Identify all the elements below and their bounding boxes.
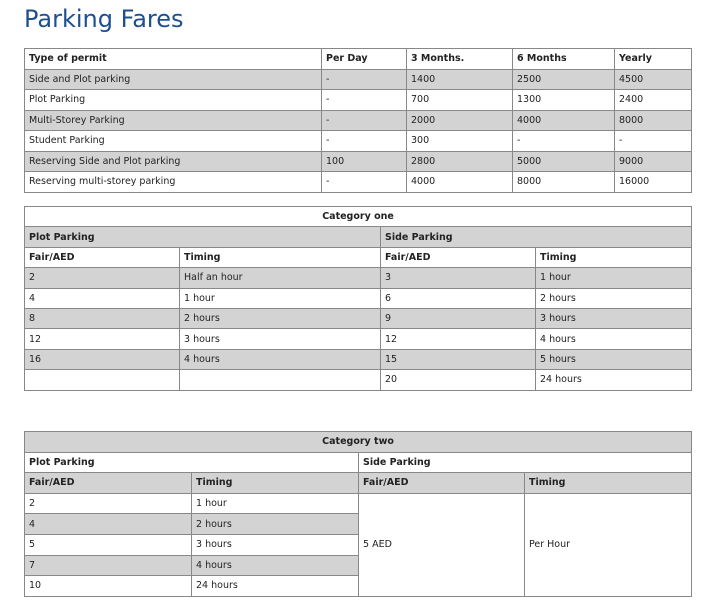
table-header-row <box>25 247 692 267</box>
table-row <box>25 110 692 131</box>
table-cell: 16 <box>25 349 180 369</box>
table-cell: 12 <box>381 329 536 349</box>
table-row <box>25 349 692 369</box>
table-cell: 4 <box>25 514 192 535</box>
table-cell: 1 hour <box>192 493 359 514</box>
table-cell: 4 hours <box>180 349 381 369</box>
table-cell: 8 <box>25 308 180 328</box>
table-row <box>25 131 692 152</box>
table-cell: 2800 <box>407 151 513 172</box>
plot-parking-label: Plot Parking <box>25 227 381 247</box>
column-header: Timing <box>525 473 692 494</box>
table-cell: 12 <box>25 329 180 349</box>
table-cell: 15 <box>381 349 536 369</box>
table-cell: 1 hour <box>180 288 381 308</box>
table-cell: 2 <box>25 268 180 288</box>
table-row <box>25 493 692 514</box>
table-cell: 3 <box>381 268 536 288</box>
table-cell: 300 <box>407 131 513 152</box>
table-caption-row <box>25 207 692 227</box>
table-cell: 2400 <box>615 90 692 111</box>
section-header-row <box>25 227 692 247</box>
table-cell: - <box>322 90 407 111</box>
table-cell: 1 hour <box>536 268 692 288</box>
table-cell: Side and Plot parking <box>25 69 322 90</box>
column-header: Fair/AED <box>359 473 525 494</box>
table-cell: 2 hours <box>192 514 359 535</box>
plot-parking-label: Plot Parking <box>25 452 359 473</box>
table-cell <box>180 370 381 390</box>
table-cell: 5 <box>25 534 192 555</box>
side-timing-cell: Per Hour <box>525 493 692 596</box>
table-cell: Multi-Storey Parking <box>25 110 322 131</box>
table-cell: 1300 <box>513 90 615 111</box>
table-cell: 3 hours <box>192 534 359 555</box>
side-parking-label: Side Parking <box>381 227 692 247</box>
table-cell: 7 <box>25 555 192 576</box>
table-cell: 2500 <box>513 69 615 90</box>
side-parking-label: Side Parking <box>359 452 692 473</box>
table-row <box>25 370 692 390</box>
table-cell: Half an hour <box>180 268 381 288</box>
section-header-row <box>25 452 692 473</box>
table-row <box>25 329 692 349</box>
column-header: Yearly <box>615 49 692 70</box>
table-cell: - <box>322 69 407 90</box>
table-cell: - <box>615 131 692 152</box>
column-header: Type of permit <box>25 49 322 70</box>
table-row <box>25 288 692 308</box>
table-cell: 2 <box>25 493 192 514</box>
table-cell: 10 <box>25 576 192 597</box>
table-cell: - <box>322 110 407 131</box>
table-cell: 700 <box>407 90 513 111</box>
table-cell: 4 hours <box>192 555 359 576</box>
table-row <box>25 69 692 90</box>
table-row <box>25 308 692 328</box>
page-title: Parking Fares <box>24 5 184 33</box>
table-cell: 24 hours <box>192 576 359 597</box>
table-cell: 9000 <box>615 151 692 172</box>
column-header: Timing <box>536 247 692 267</box>
table-cell: 24 hours <box>536 370 692 390</box>
table-cell: Reserving Side and Plot parking <box>25 151 322 172</box>
table-cell: 4 hours <box>536 329 692 349</box>
table-cell: 3 hours <box>536 308 692 328</box>
column-header: Timing <box>192 473 359 494</box>
table-cell: 2 hours <box>536 288 692 308</box>
table-cell: 4 <box>25 288 180 308</box>
table-cell: Reserving multi-storey parking <box>25 172 322 193</box>
table-header-row <box>25 473 692 494</box>
column-header: 3 Months. <box>407 49 513 70</box>
side-fare-cell: 5 AED <box>359 493 525 596</box>
table-cell: 6 <box>381 288 536 308</box>
table-cell: Plot Parking <box>25 90 322 111</box>
column-header: Fair/AED <box>381 247 536 267</box>
category-one-table <box>24 206 692 391</box>
table-row <box>25 172 692 193</box>
table-cell: 20 <box>381 370 536 390</box>
table-cell: 2 hours <box>180 308 381 328</box>
table-cell: 4500 <box>615 69 692 90</box>
column-header: Per Day <box>322 49 407 70</box>
table-cell: - <box>322 131 407 152</box>
table-cell: 5 hours <box>536 349 692 369</box>
column-header: Timing <box>180 247 381 267</box>
table-cell: Student Parking <box>25 131 322 152</box>
table-row <box>25 90 692 111</box>
table-cell: 8000 <box>615 110 692 131</box>
table-cell: 4000 <box>407 172 513 193</box>
permit-fares-table <box>24 48 692 193</box>
table-cell: 5000 <box>513 151 615 172</box>
table-cell: 4000 <box>513 110 615 131</box>
table-cell: - <box>322 172 407 193</box>
column-header: Fair/AED <box>25 247 180 267</box>
table-row <box>25 151 692 172</box>
table-cell: 2000 <box>407 110 513 131</box>
table-cell: 1400 <box>407 69 513 90</box>
column-header: Fair/AED <box>25 473 192 494</box>
table-header-row <box>25 49 692 70</box>
table-row <box>25 268 692 288</box>
table-cell: - <box>513 131 615 152</box>
table-cell: 8000 <box>513 172 615 193</box>
table-cell: 3 hours <box>180 329 381 349</box>
table-cell: 16000 <box>615 172 692 193</box>
table-cell: 9 <box>381 308 536 328</box>
table-cell <box>25 370 180 390</box>
column-header: 6 Months <box>513 49 615 70</box>
table-caption-row <box>25 432 692 453</box>
category-two-table <box>24 431 692 597</box>
table-cell: 100 <box>322 151 407 172</box>
table-caption: Category one <box>25 207 692 227</box>
table-caption: Category two <box>25 432 692 453</box>
